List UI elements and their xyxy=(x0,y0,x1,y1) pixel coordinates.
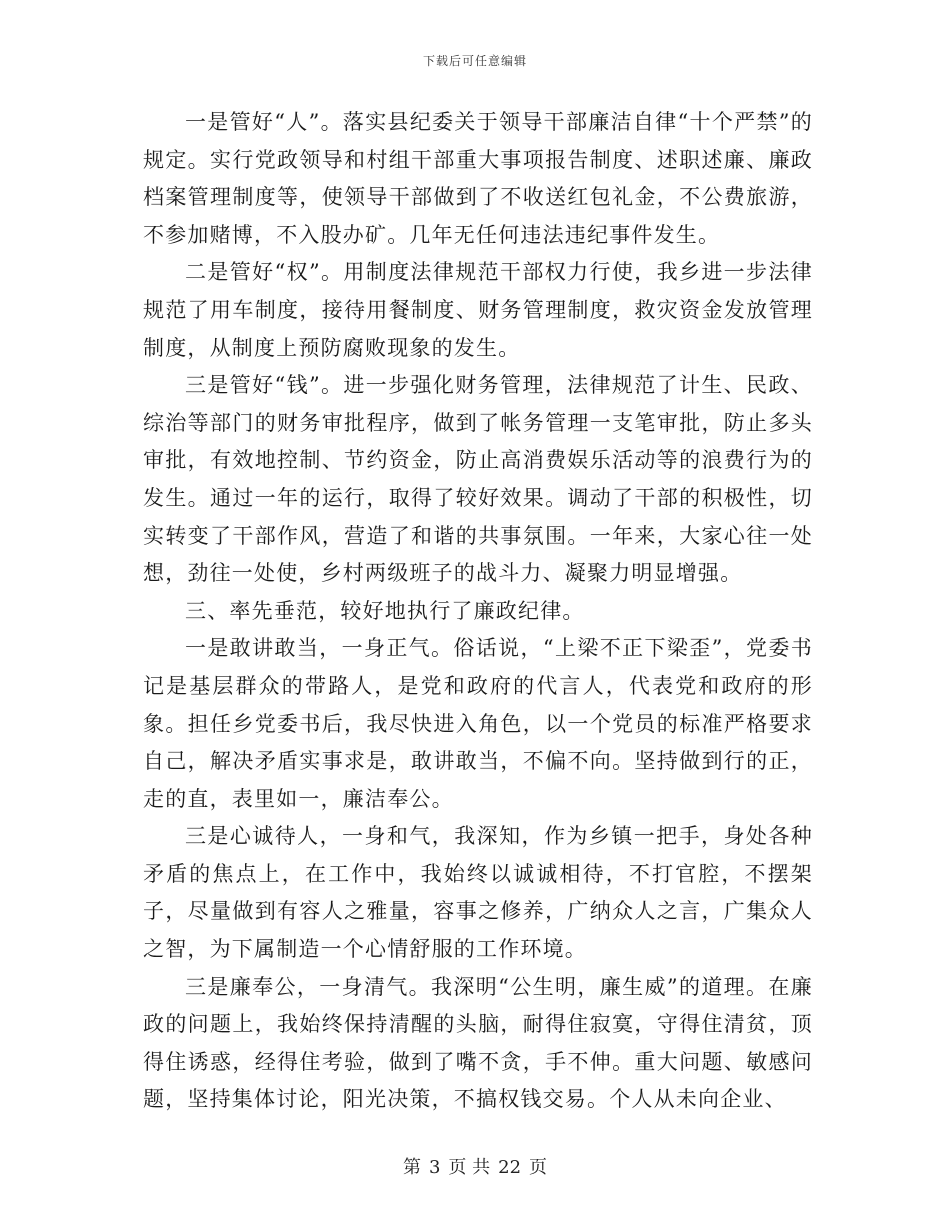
paragraph-manage-people: 一是管好“人”。落实县纪委关于领导干部廉洁自律“十个严禁”的规定。实行党政领导和村组干部重大事项报告制度、述职述廉、廉政档案管理制度等，使领导干部做到了不收送红包礼金，不公费旅游，不参加赌博，不入股办矿。几年无任何违法违纪事件发生。 xyxy=(143,110,813,247)
paragraph-manage-money: 三是管好“钱”。进一步强化财务管理，法律规范了计生、民政、综治等部门的财务审批程序，做到了帐务管理一支笔审批，防止多头审批，有效地控制、节约资金，防止高消费娱乐活动等的浪费行为的发生。通过一年的运行，取得了较好效果。调动了干部的积极性，切实转变了干部作风，营造了和谐的共事氛围。一年来，大家心往一处想，劲往一处使，乡村两级班子的战斗力、凝聚力明显增强。 xyxy=(143,373,813,586)
footer-mid: 页 共 xyxy=(448,1157,491,1178)
paragraph-sincere-treatment: 三是心诚待人，一身和气，我深知，作为乡镇一把手，身处各种矛盾的焦点上，在工作中，我始终以诚诚相待，不打官腔，不摆架子，尽量做到有容人之雅量，容事之修养，广纳众人之言，广集众人之智，为下属制造一个心情舒服的工作环境。 xyxy=(143,824,813,962)
paragraph-dare-to-speak: 一是敢讲敢当，一身正气。俗话说，“上梁不正下梁歪”，党委书记是基层群众的带路人，是党和政府的代言人，代表党和政府的形象。担任乡党委书后，我尽快进入角色，以一个党员的标准严格要求自己，解决矛盾实事求是，敢讲敢当，不偏不向。坚持做到行的正，走的直，表里如一，廉洁奉公。 xyxy=(143,636,813,811)
footer-suffix: 页 xyxy=(529,1157,548,1178)
footer-current-page: 3 xyxy=(428,1157,441,1178)
page-number-footer xyxy=(0,1153,950,1179)
page-header-note: 下载后可任意编辑 xyxy=(422,54,527,68)
document-body xyxy=(143,104,813,1119)
footer-total-pages: 22 xyxy=(498,1157,522,1178)
section-heading-discipline: 三、率先垂范，较好地执行了廉政纪律。 xyxy=(185,598,585,623)
footer-prefix: 第 xyxy=(402,1157,421,1178)
paragraph-manage-power: 二是管好“权”。用制度法律规范干部权力行使，我乡进一步法律规范了用车制度，接待用餐制度、财务管理制度，救灾资金发放管理制度，从制度上预防腐败现象的发生。 xyxy=(143,260,813,360)
paragraph-integrity: 三是廉奉公，一身清气。我深明“公生明，廉生威”的道理。在廉政的问题上，我始终保持清醒的头脑，耐得住寂寞，守得住清贫，顶得住诱惑，经得住考验，做到了嘴不贪，手不伸。重大问题、敏感问题，坚持集体讨论，阳光决策，不搞权钱交易。个人从未向企业、 xyxy=(143,974,813,1112)
